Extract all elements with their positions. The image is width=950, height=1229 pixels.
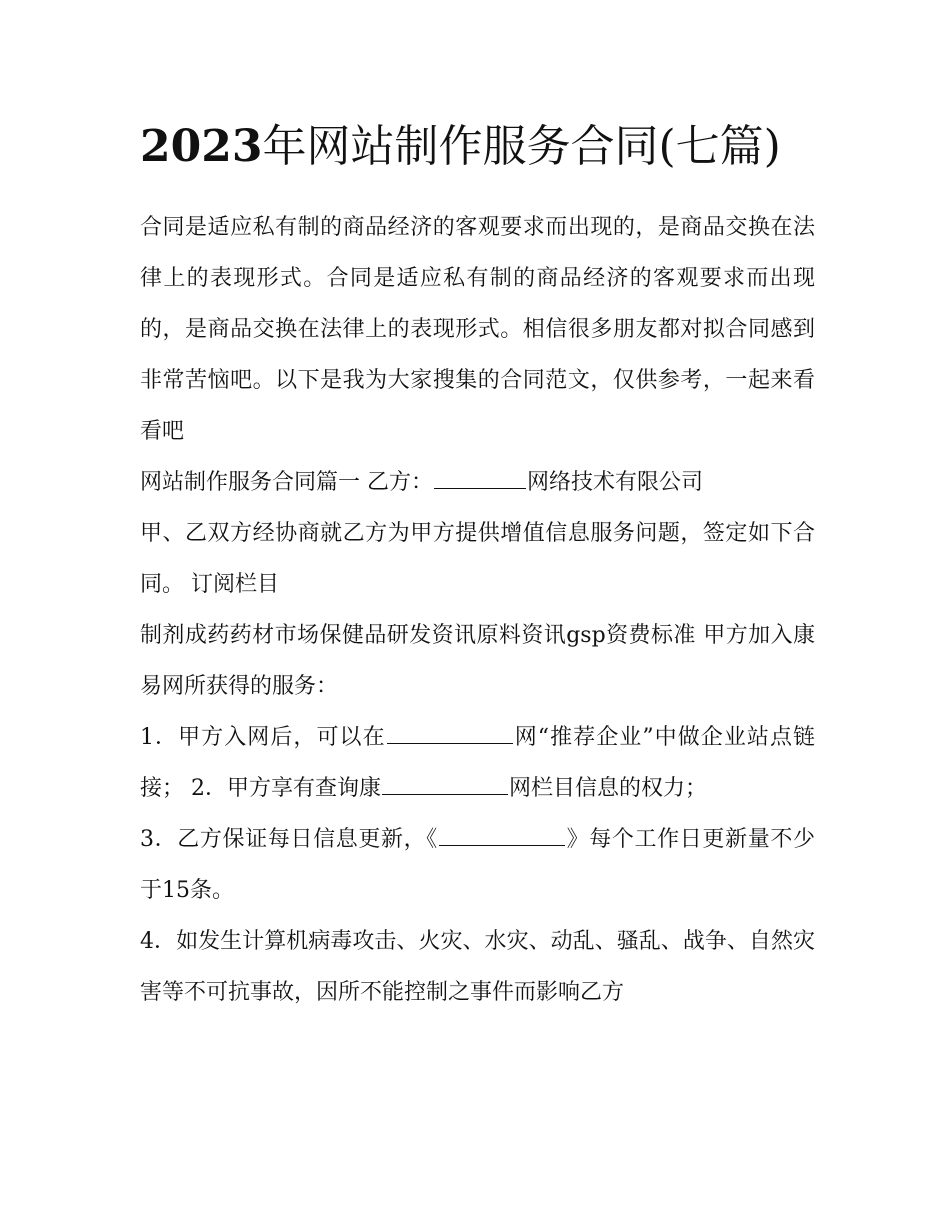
- document-title: [140, 112, 815, 182]
- clause-2-text: 网“推荐企业”中做企业站点链接； 2．甲方享有查询康: [140, 725, 816, 801]
- blank-line: [439, 819, 565, 846]
- document-page: [140, 112, 815, 1018]
- clause-4-paragraph: 4．如发生计算机病毒攻击、火灾、水灾、动乱、骚乱、战争、自然灾害等不可抗事故，因所不能控制之事件而影响乙方: [140, 929, 815, 1005]
- document-body: [140, 202, 815, 1018]
- blank-line: [387, 717, 513, 744]
- clause-3-end: 》每个工作日更新量不少于15条。: [140, 827, 815, 903]
- clause-2-end: 网栏目信息的权力；: [509, 776, 708, 801]
- clause-3-text: 3．乙方保证每日信息更新，《: [140, 827, 438, 852]
- title-text: 年网站制作服务合同(七篇): [262, 121, 781, 172]
- blank-line: [382, 768, 508, 795]
- clause-1-text: 1．甲方入网后，可以在: [140, 725, 386, 750]
- blank-line: [434, 462, 526, 489]
- clause-3-paragraph: [140, 814, 815, 916]
- agreement-paragraph: 甲、乙双方经协商就乙方为甲方提供增值信息服务问题，签定如下合同。 订阅栏目: [140, 521, 815, 597]
- intro-paragraph: 合同是适应私有制的商品经济的客观要求而出现的，是商品交换在法律上的表现形式。合同是适应私有制的商品经济的客观要求而出现的，是商品交换在法律上的表现形式。相信很多朋友都对拟合同感到非常苦恼吧。以下是我为大家搜集的合同范文，仅供参考，一起来看看吧: [140, 215, 815, 444]
- party-b-label: 网站制作服务合同篇一 乙方：: [140, 470, 433, 495]
- party-b-company: 网络技术有限公司: [527, 470, 704, 495]
- services-intro-paragraph: 制剂成药药材市场保健品研发资讯原料资讯gsp资费标准 甲方加入康易网所获得的服务：: [140, 623, 815, 699]
- title-year: 2023: [140, 121, 263, 172]
- party-b-paragraph: [140, 457, 815, 508]
- clause-1-2-paragraph: [140, 712, 815, 814]
